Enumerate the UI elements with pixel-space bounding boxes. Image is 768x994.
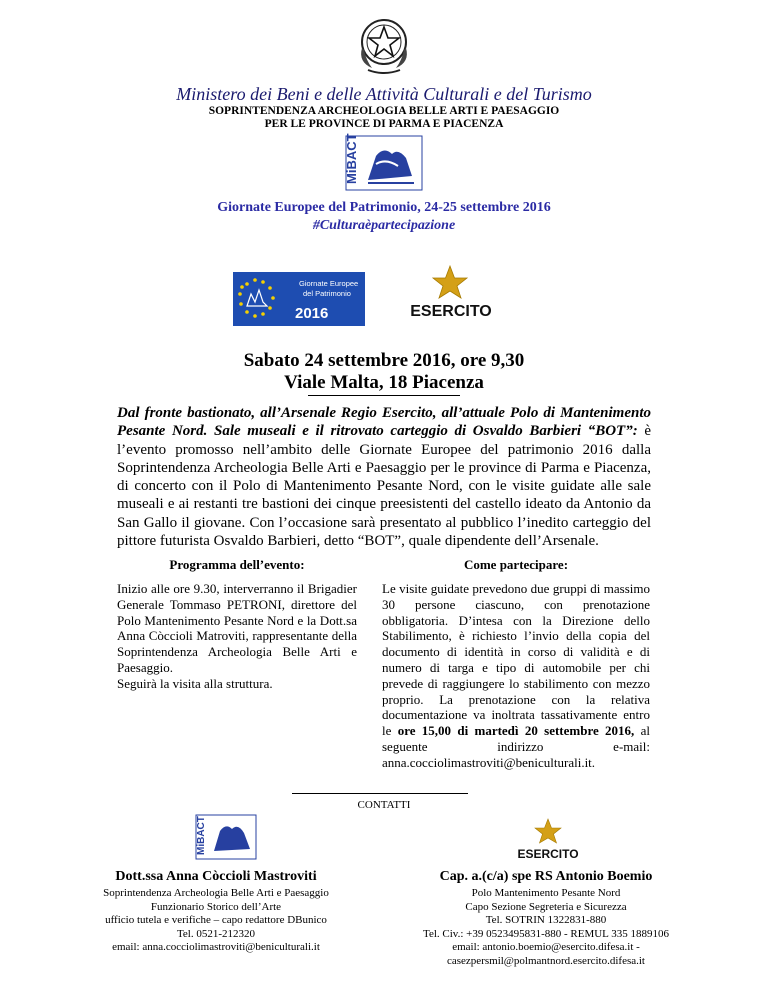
event-date: Sabato 24 settembre 2016, ore 9,30 bbox=[243, 350, 525, 371]
intro-paragraph bbox=[117, 404, 651, 550]
programma-heading: Programma dell’evento: bbox=[169, 557, 305, 572]
contact-right-line1: Polo Mantenimento Pesante Nord bbox=[471, 887, 621, 899]
contact-right-phone1: Tel. SOTRIN 1322831-880 bbox=[485, 914, 607, 927]
event-place: Viale Malta, 18 Piacenza bbox=[284, 372, 484, 393]
gep-2016-logo bbox=[233, 272, 365, 326]
mibact-logo-small bbox=[196, 815, 256, 859]
partecipare-text-2: al seguente indirizzo e-mail: anna.cocciolimastroviti@beniculturali.it. bbox=[382, 723, 650, 770]
contatti-heading: CONTATTI bbox=[357, 799, 411, 811]
esercito-logo-text: ESERCITO bbox=[410, 303, 492, 320]
contact-left-phone: Tel. 0521-212320 bbox=[176, 927, 256, 940]
italian-emblem-icon bbox=[354, 14, 414, 76]
esercito-logo bbox=[400, 264, 502, 320]
programma-paragraph-2: Seguirà la visita alla struttura. bbox=[117, 675, 273, 691]
intro-title: Dal fronte bastionato, all’Arsenale Regio Esercito, all’attuale Polo di Mantenimento Pesante Nord. Sale museali e il ritrovato carteggio di Osvaldo Barbieri “BOT”: bbox=[117, 405, 651, 440]
gep-logo-year: 2016 bbox=[295, 305, 329, 322]
partecipare-deadline: ore 15,00 di martedì 20 settembre 2016, bbox=[397, 723, 635, 739]
divider bbox=[292, 793, 468, 794]
contact-left-email[interactable]: email: anna.cocciolimastroviti@beniculturali.it bbox=[112, 941, 320, 954]
esercito-logo-small bbox=[512, 818, 584, 862]
contact-right-phone2: Tel. Civ.: +39 0523495831-880 - REMUL 335 1889106 bbox=[423, 927, 669, 940]
programma-paragraph: Inizio alle ore 9.30, interverranno il Brigadier Generale Tommaso PETRONI, direttore del Polo Mantenimento Pesante Nord e la Dott.sa Anna Còccioli Matroviti, rappresentante della Soprintendenza Archeologia Belle Arti e Paesaggio. bbox=[117, 581, 357, 675]
gep-hashtag: #Culturaèpartecipazione bbox=[312, 218, 456, 233]
divider bbox=[308, 395, 460, 396]
contact-right-name: Cap. a.(c/a) spe RS Antonio Boemio bbox=[439, 869, 653, 884]
contact-left-line1: Soprintendenza Archeologia Belle Arti e Paesaggio bbox=[103, 887, 329, 899]
soprintendenza-line-1: SOPRINTENDENZA ARCHEOLOGIA BELLE ARTI E PAESAGGIO bbox=[208, 105, 560, 117]
contact-right bbox=[400, 868, 692, 969]
contact-right-email[interactable]: email: antonio.boemio@esercito.difesa.it - bbox=[452, 941, 640, 954]
mibact-logo bbox=[344, 133, 422, 190]
contact-right-email-2[interactable]: casezpersmil@polmantnord.esercito.difesa.it bbox=[447, 954, 645, 967]
contact-left-line2: Funzionario Storico dell’Arte bbox=[150, 900, 282, 913]
gep-logo-line2: del Patrimonio bbox=[303, 289, 351, 298]
contact-left bbox=[86, 868, 346, 955]
intro-body: è l’evento promosso nell’ambito delle Giornate Europee del patrimonio 2016 dalla Soprintendenza Archeologia Belle Arti e Paesaggio per le province di Parma e Piacenza, di concerto con il Polo di Mantenimento Pesante Nord, con le visite guidate alle sale museali e ai restanti tre bastioni dei cinque preesistenti del castello ideato da Antonio da San Gallo il giovane. Con l’occasione sarà presentato al pubblico l’inedito carteggio del pittore futurista Osvaldo Barbieri, detto “BOT”, quale dipendente dell’Arsenale. bbox=[117, 423, 651, 550]
contact-right-line2: Capo Sezione Segreteria e Sicurezza bbox=[465, 900, 627, 913]
gep-title: Giornate Europee del Patrimonio, 24-25 settembre 2016 bbox=[217, 200, 551, 215]
partecipare-heading: Come partecipare: bbox=[463, 557, 569, 572]
partecipare-text bbox=[382, 581, 650, 771]
soprintendenza-line-2: PER LE PROVINCE DI PARMA E PIACENZA bbox=[264, 118, 504, 130]
gep-logo-line1: Giornate Europee bbox=[299, 279, 359, 288]
contact-left-name: Dott.ssa Anna Còccioli Mastroviti bbox=[115, 869, 317, 884]
partecipare-text-1: Le visite guidate prevedono due gruppi di massimo 30 persone ciascuno, con prenotazione obbligatoria. D’intesa con la Direzione dello Stabilimento, è richiesto l’invio della copia del documento di identità in corso di validità e di numero di targa e tipo di automobile per chi prevede di raggiungere lo stabilimento con mezzo proprio. La prenotazione con la relativa documentazione va inoltrata tassativamente entro le bbox=[382, 581, 650, 739]
mibact-logo-text: MiBACT bbox=[344, 133, 359, 184]
programma-text bbox=[117, 581, 357, 692]
mibact-small-text: MiBACT bbox=[196, 816, 207, 855]
esercito-small-text: ESERCITO bbox=[517, 847, 579, 861]
ministry-title: Ministero dei Beni e delle Attività Culturali e del Turismo bbox=[176, 84, 592, 104]
contact-left-line3: ufficio tutela e verifiche – capo redattore DBunico bbox=[105, 914, 327, 927]
